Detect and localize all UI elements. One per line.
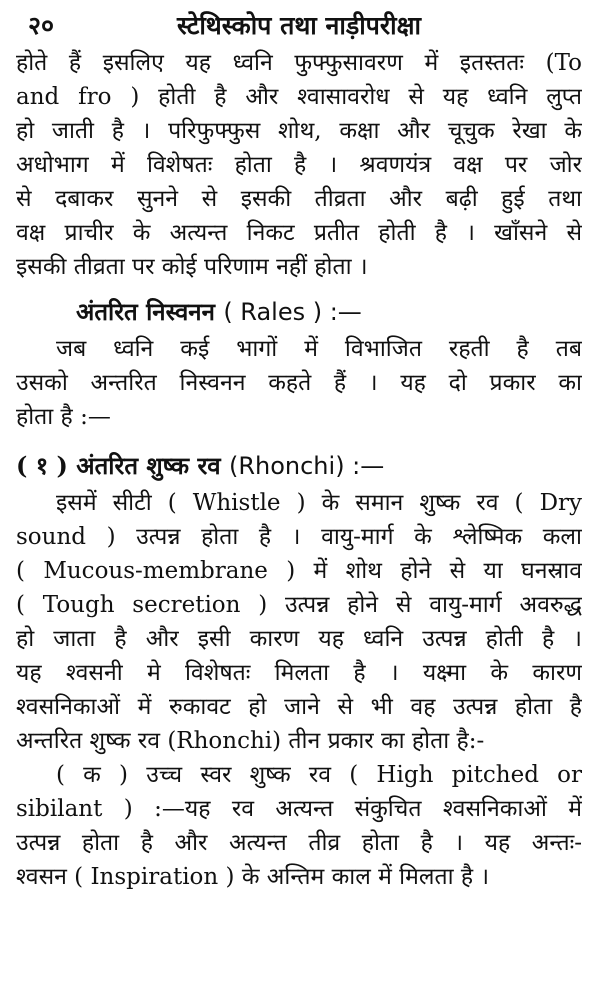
running-title: स्टेथिस्कोप तथा नाड़ीपरीक्षा xyxy=(177,11,421,40)
text-line: हो जाता है और इसी कारण यह ध्वनि उत्पन्न होती है । xyxy=(16,626,582,652)
paragraph-high-pitched xyxy=(16,758,582,894)
text-line: वक्ष प्राचीर के अत्यन्त निकट प्रतीत होती है । खाँसने से xyxy=(16,220,582,246)
text-line: इसमें सीटी ( Whistle ) के समान शुष्क रव ( Dry xyxy=(56,490,582,516)
paragraph-rales xyxy=(16,332,582,434)
heading-english: (Rhonchi) :— xyxy=(228,452,385,480)
heading-number: ( १ ) xyxy=(16,451,68,480)
text-line: श्वसनिकाओं में रुकावट हो जाने से भी वह उत्पन्न होता है xyxy=(16,694,582,720)
section-heading-rales xyxy=(16,292,582,332)
text-line: sibilant ) :—यह रव अत्यन्त संकुचित श्वसनिकाओं में xyxy=(16,796,582,822)
text-line: अधोभाग में विशेषतः होता है । श्रवणयंत्र वक्ष पर जोर xyxy=(16,152,582,178)
heading-hindi: अंतरित निस्वनन xyxy=(76,297,215,326)
text-line: ( क ) उच्च स्वर शुष्क रव ( High pitched or xyxy=(56,762,582,788)
text-line: ( Tough secretion ) उत्पन्न होने से वायु-मार्ग अवरुद्ध xyxy=(16,592,582,618)
paragraph-breath-sounds xyxy=(16,46,582,284)
text-line: उत्पन्न होता है और अत्यन्त तीव्र होता है । यह अन्तः- xyxy=(16,830,582,856)
text-line: यह श्वसनी मे विशेषतः मिलता है । यक्ष्मा के कारण xyxy=(16,660,582,686)
text-line: श्वसन ( Inspiration ) के अन्तिम काल में मिलता है । xyxy=(16,864,490,890)
page-header xyxy=(16,6,582,46)
text-line: उसको अन्तरित निस्वनन कहते हैं । यह दो प्रकार का xyxy=(16,370,582,396)
section-heading-rhonchi xyxy=(16,446,582,486)
text-line: and fro ) होती है और श्वासावरोध से यह ध्वनि लुप्त xyxy=(16,84,582,110)
text-line: अन्तरित शुष्क रव (Rhonchi) तीन प्रकार का होता है:- xyxy=(16,728,485,754)
paragraph-rhonchi xyxy=(16,486,582,758)
text-line: जब ध्वनि कई भागों में विभाजित रहती है तब xyxy=(56,336,582,362)
text-line: से दबाकर सुनने से इसकी तीव्रता और बढ़ी हुई तथा xyxy=(16,186,582,212)
page-number: २० xyxy=(28,11,55,40)
text-line: होते हैं इसलिए यह ध्वनि फुफ्फुसावरण में इतस्ततः (To xyxy=(16,50,582,76)
text-line: हो जाती है । परिफुफ्फुस शोथ, कक्षा और चूचुक रेखा के xyxy=(16,118,582,144)
heading-hindi: अंतरित शुष्क रव xyxy=(76,451,221,480)
text-line: इसकी तीव्रता पर कोई परिणाम नहीं होता । xyxy=(16,254,368,280)
text-line: ( Mucous-membrane ) में शोथ होने से या घनस्राव xyxy=(16,558,582,584)
heading-english: ( Rales ) :— xyxy=(223,298,362,326)
text-line: sound ) उत्पन्न होता है । वायु-मार्ग के श्लेष्मिक कला xyxy=(16,524,582,550)
text-line: होता है :— xyxy=(16,404,111,430)
